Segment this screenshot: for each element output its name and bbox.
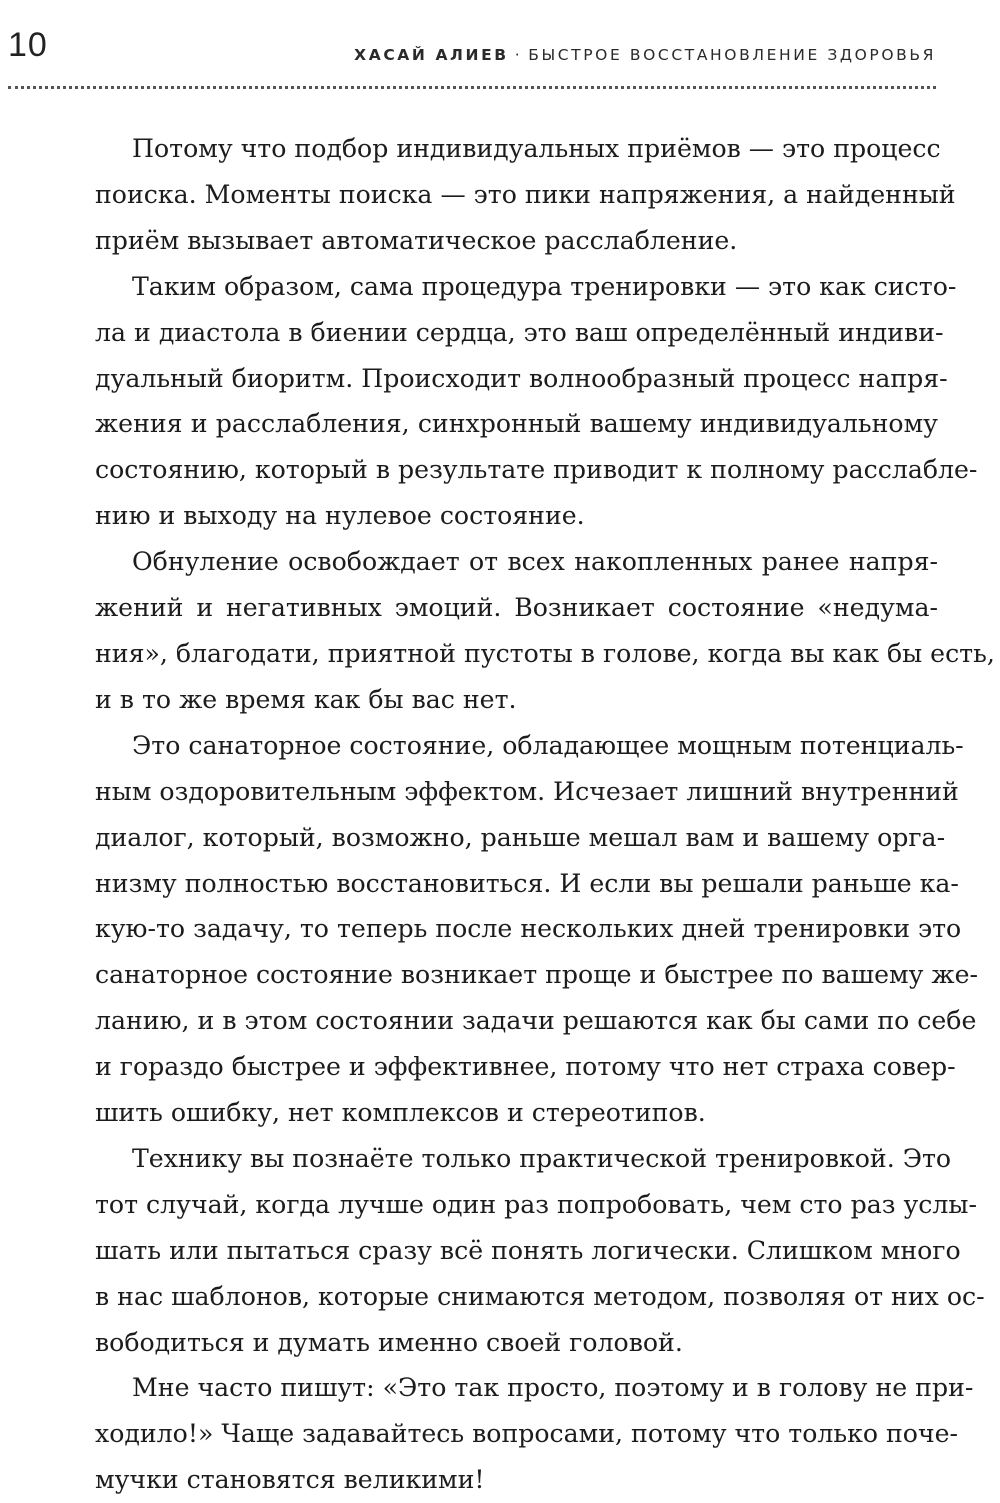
running-head-book-title: БЫСТРОЕ ВОССТАНОВЛЕНИЕ ЗДОРОВЬЯ [528, 46, 936, 64]
text-line: тот случай, когда лучше один раз попробовать, чем сто раз услы- [95, 1189, 977, 1219]
text-line: жения и расслабления, синхронный вашему индивидуальному [95, 409, 938, 439]
text-line: Мне часто пишут: «Это так просто, поэтому и в голову не при- [132, 1373, 974, 1403]
text-line: Таким образом, сама процедура тренировки — это как систо- [132, 271, 957, 301]
text-line: и в то же время как бы вас нет. [95, 684, 517, 714]
text-line: Технику вы познаёте только практической тренировкой. Это [132, 1143, 952, 1173]
paragraph [95, 539, 995, 723]
page-number: 10 [8, 26, 48, 64]
header-dotted-rule [8, 86, 936, 89]
text-line: Потому что подбор индивидуальных приёмов — это процесс [132, 134, 941, 163]
text-line: ходило!» Чаще задавайтесь вопросами, потому что только поче- [95, 1419, 959, 1449]
paragraph [95, 723, 979, 1136]
text-line: в нас шаблонов, которые снимаются методом, позволяя от них ос- [95, 1281, 985, 1311]
text-line: жений и негативных эмоций. Возникает состояние «недума- [95, 593, 938, 623]
body-text [95, 126, 995, 1503]
text-line: шать или пытаться сразу всё понять логически. Слишком много [95, 1235, 961, 1265]
text-line: низму полностью восстановиться. И если вы решали раньше ка- [95, 868, 959, 898]
running-head-author: ХАСАЙ АЛИЕВ [354, 46, 509, 64]
text-line: вободиться и думать именно своей головой. [95, 1327, 683, 1357]
text-line: поиска. Моменты поиска — это пики напряжения, а найденный [95, 179, 956, 209]
text-line: шить ошибку, нет комплексов и стереотипов. [95, 1098, 706, 1128]
text-line: приём вызывает автоматическое расслабление. [95, 225, 738, 255]
paragraph [95, 1136, 985, 1366]
text-line: санаторное состояние возникает проще и быстрее по вашему же- [95, 960, 979, 990]
text-line: ния», благодати, приятной пустоты в голове, когда вы как бы есть, [95, 638, 995, 668]
text-line: ланию, и в этом состоянии задачи решаются как бы сами по себе [95, 1006, 977, 1036]
text-line: состоянию, который в результате приводит к полному расслабле- [95, 455, 978, 485]
text-line: и гораздо быстрее и эффективнее, потому что нет страха совер- [95, 1052, 956, 1082]
text-line: ным оздоровительным эффектом. Исчезает лишний внутренний [95, 776, 959, 806]
text-line: Это санаторное состояние, обладающее мощным потенциаль- [132, 730, 964, 760]
paragraph [95, 1365, 974, 1503]
running-head [354, 48, 936, 64]
text-line: диалог, который, возможно, раньше мешал вам и вашему орга- [95, 822, 946, 852]
text-line: дуальный биоритм. Происходит волнообразный процесс напря- [95, 363, 948, 393]
text-line: Обнуление освобождает от всех накопленных ранее напря- [132, 547, 938, 577]
running-head-separator: · [514, 46, 523, 64]
text-line: кую-то задачу, то теперь после нескольких дней тренировки это [95, 914, 962, 944]
text-line: ла и диастола в биении сердца, это ваш определённый индиви- [95, 317, 944, 347]
text-line: мучки становятся великими! [95, 1465, 485, 1495]
text-line: нию и выходу на нулевое состояние. [95, 501, 585, 531]
paragraph [95, 126, 956, 264]
paragraph [95, 264, 978, 539]
